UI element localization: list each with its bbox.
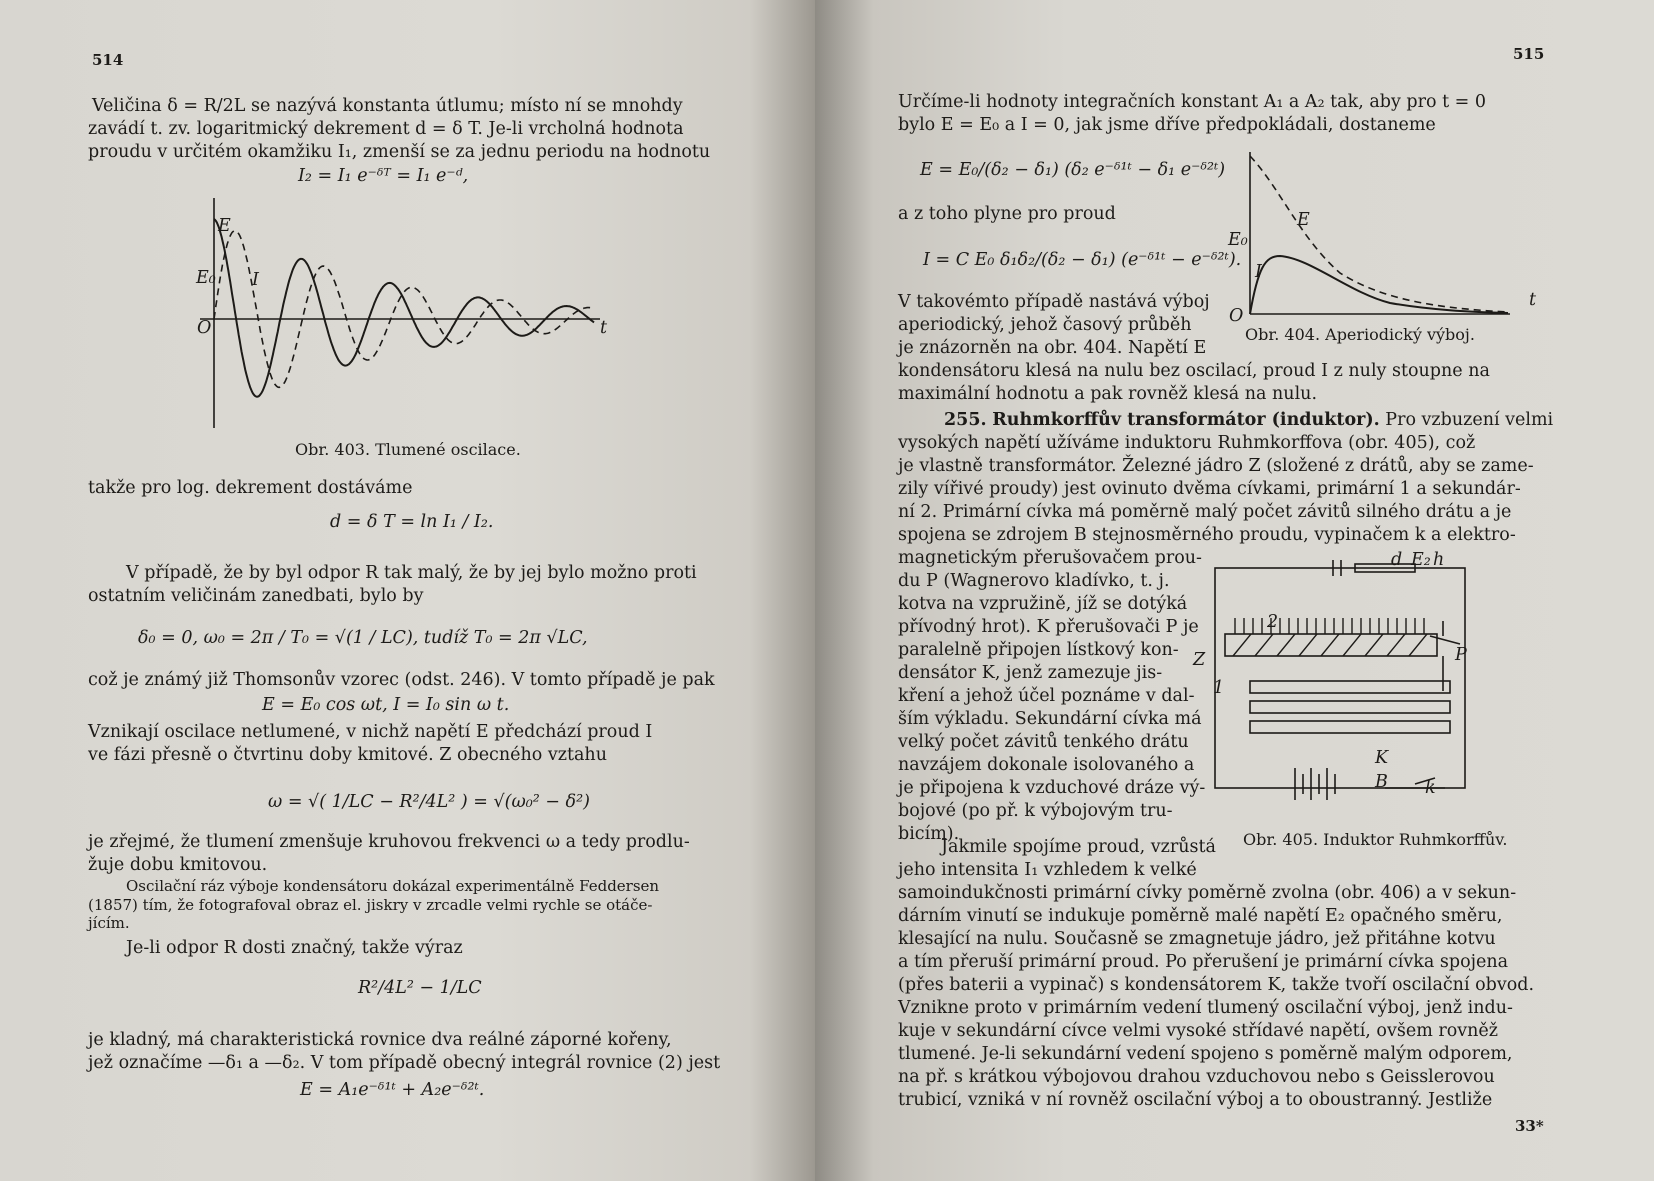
signature-mark: 33*	[1515, 1117, 1544, 1135]
label-origin: O	[197, 318, 212, 338]
equation: E = E₀/(δ₂ − δ₁) (δ₂ e⁻ᵟ¹ᵗ − δ₁ e⁻ᵟ²ᵗ)	[920, 160, 1226, 180]
text-line: klesající na nulu. Současně se zmagnetuje jádro, jež přitáhne kotvu	[898, 929, 1496, 949]
label-h: h	[1433, 550, 1445, 570]
page-number: 515	[1513, 45, 1545, 63]
equation: E = E₀ cos ωt, I = I₀ sin ω t.	[262, 695, 510, 715]
right-page	[815, 0, 1654, 1181]
text-line: proudu v určitém okamžiku I₁, zmenší se za jednu periodu na hodnotu	[88, 142, 711, 162]
text-line: a tím přeruší primární proud. Po přerušení je primární cívka spojena	[898, 952, 1509, 972]
label-E2: E₂	[1411, 550, 1431, 570]
text-line: densátor K, jenž zamezuje jis-	[898, 663, 1163, 683]
text-line: (přes baterii a vypinač) s kondensátorem K, takže tvoří oscilační obvod.	[898, 975, 1535, 995]
text-line: bylo E = E₀ a I = 0, jak jsme dříve předpokládali, dostaneme	[898, 115, 1436, 135]
label-1: 1	[1213, 678, 1225, 698]
label-Z: Z	[1193, 650, 1206, 670]
text-line: takže pro log. dekrement dostáváme	[88, 478, 413, 498]
label-I: I	[252, 270, 259, 290]
text-line: Veličina δ = R/2L se nazývá konstanta útlumu; místo ní se mnohdy	[92, 96, 683, 116]
coil-diagonal	[1409, 634, 1427, 656]
left-page	[0, 0, 815, 1181]
label-E: E	[1297, 210, 1310, 230]
text-line: trubicí, vzniká v ní rovněž oscilační výboj a to oboustranný. Jestliže	[898, 1090, 1493, 1110]
text-line: kotva na vzpružině, jíž se dotýká	[898, 594, 1188, 614]
text-line: ve fázi přesně o čtvrtinu doby kmitové. Z obecného vztahu	[88, 745, 607, 765]
equation: I = C E₀ δ₁δ₂/(δ₂ − δ₁) (e⁻ᵟ¹ᵗ − e⁻ᵟ²ᵗ).	[923, 250, 1242, 270]
coil-diagonal	[1343, 634, 1361, 656]
text-line: Jakmile spojíme proud, vzrůstá	[941, 837, 1216, 857]
section-title: Ruhmkorffův transformátor (induktor).	[992, 410, 1380, 430]
section-text: Pro vzbuzení velmi	[1379, 410, 1554, 430]
section-heading-line	[898, 410, 1553, 430]
page-number: 514	[92, 51, 124, 69]
text-line: bojové (po př. k výbojovým tru-	[898, 801, 1173, 821]
text-line: Vznikají oscilace netlumené, v nichž napětí E předchází proud I	[88, 722, 653, 742]
text-line: velký počet závitů tenkého drátu	[898, 732, 1189, 752]
text-line: aperiodický, jehož časový průběh	[898, 315, 1192, 335]
text-line: je vlastně transformátor. Železné jádro Z (složené z drátů, aby se zame-	[898, 456, 1534, 476]
text-line: je připojena k vzduchové dráze vý-	[898, 778, 1206, 798]
figure-caption: Obr. 403. Tlumené oscilace.	[295, 440, 521, 459]
label-P: P	[1455, 645, 1467, 665]
small-text-line: (1857) tím, že fotografoval obraz el. jiskry v zrcadle velmi rychle se otáče-	[88, 896, 653, 914]
figure-damped-oscillations	[180, 196, 620, 436]
coil-diagonal	[1387, 634, 1405, 656]
text-line: což je známý již Thomsonův vzorec (odst. 246). V tomto případě je pak	[88, 670, 715, 690]
text-line: ším výkladu. Sekundární cívka má	[898, 709, 1202, 729]
label-t: t	[600, 318, 608, 338]
text-line: paralelně připojen lístkový kon-	[898, 640, 1179, 660]
equation: I₂ = I₁ e⁻ᵟᵀ = I₁ e⁻ᵈ,	[298, 166, 469, 186]
text-line: navzájem dokonale isolovaného a	[898, 755, 1195, 775]
coil-diagonal	[1299, 634, 1317, 656]
text-line: zavádí t. zv. logaritmický dekrement d = δ T. Je-li vrcholná hodnota	[88, 119, 684, 139]
label-origin: O	[1229, 306, 1244, 326]
text-line: jeho intensita I₁ vzhledem k velké	[898, 860, 1197, 880]
equation: R²/4L² − 1/LC	[358, 978, 482, 998]
equation: ω = √( 1/LC − R²/4L² ) = √(ω₀² − δ²)	[268, 792, 590, 812]
label-E0: E₀	[1228, 230, 1248, 250]
text-line: kření a jehož účel poznáme v dal-	[898, 686, 1195, 706]
equation: d = δ T = ln I₁ / I₂.	[330, 512, 494, 532]
figure-aperiodic-discharge	[1240, 148, 1520, 318]
label-d: d	[1391, 550, 1403, 570]
text-line: V případě, že by byl odpor R tak malý, že by jej bylo možno proti	[126, 563, 697, 583]
text-line: Je-li odpor R dosti značný, takže výraz	[126, 938, 463, 958]
text-line: na př. s krátkou výbojovou drahou vzduchovou nebo s Geisslerovou	[898, 1067, 1495, 1087]
small-text-line: jícím.	[88, 914, 130, 932]
text-line: ní 2. Primární cívka má poměrně malý počet závitů silného drátu a je	[898, 502, 1512, 522]
text-line: maximální hodnotu a pak rovněž klesá na nulu.	[898, 384, 1318, 404]
text-line: a z toho plyne pro proud	[898, 204, 1116, 224]
label-t: t	[1529, 290, 1537, 310]
text-line: zily vířivé proudy) jest ovinuto dvěma cívkami, primární 1 a sekundár-	[898, 479, 1521, 499]
text-line: žuje dobu kmitovou.	[88, 855, 268, 875]
coil-diagonal	[1321, 634, 1339, 656]
text-line: přívodný hrot). K přerušovači P je	[898, 617, 1199, 637]
equation: E = A₁e⁻ᵟ¹ᵗ + A₂e⁻ᵟ²ᵗ.	[300, 1080, 485, 1100]
section-number: 255.	[944, 410, 987, 430]
figure-caption: Obr. 404. Aperiodický výboj.	[1245, 325, 1475, 344]
label-E0: E₀	[196, 268, 216, 288]
label-B: B	[1375, 772, 1388, 792]
label-k: k	[1425, 778, 1436, 798]
equation: δ₀ = 0, ω₀ = 2π / T₀ = √(1 / LC), tudíž T₀ = 2π √LC,	[138, 628, 588, 648]
text-line: bicím).	[898, 824, 960, 844]
text-line: je zřejmé, že tlumení zmenšuje kruhovou frekvenci ω a tedy prodlu-	[88, 832, 690, 852]
text-line: du P (Wagnerovo kladívko, t. j.	[898, 571, 1170, 591]
label-I: I	[1255, 262, 1262, 282]
text-line: vysokých napětí užíváme induktoru Ruhmkorffova (obr. 405), což	[898, 433, 1476, 453]
coil-diagonal	[1277, 634, 1295, 656]
label-E: E	[218, 216, 231, 236]
text-line: je znázorněn na obr. 404. Napětí E	[898, 338, 1207, 358]
coil-diagonal	[1233, 634, 1251, 656]
text-line: dárním vinutí se indukuje poměrně malé napětí E₂ opačného směru,	[898, 906, 1503, 926]
text-line: Vznikne proto v primárním vedení tlumený oscilační výboj, jenž indu-	[898, 998, 1513, 1018]
text-line: spojena se zdrojem B stejnosměrného proudu, vypinačem k a elektro-	[898, 525, 1516, 545]
text-line: Určíme-li hodnoty integračních konstant A₁ a A₂ tak, aby pro t = 0	[898, 92, 1487, 112]
text-line: jež označíme —δ₁ a —δ₂. V tom případě obecný integrál rovnice (2) jest	[88, 1053, 721, 1073]
text-line: V takovémto případě nastává výboj	[898, 292, 1210, 312]
text-line: magnetickým přerušovačem prou-	[898, 548, 1202, 568]
text-line: ostatním veličinám zanedbati, bylo by	[88, 586, 424, 606]
coil-diagonal	[1255, 634, 1273, 656]
small-text-line: Oscilační ráz výboje kondensátoru dokázal experimentálně Feddersen	[126, 877, 660, 895]
label-2: 2	[1267, 612, 1279, 632]
text-line: samoindukčnosti primární cívky poměrně zvolna (obr. 406) a v sekun-	[898, 883, 1517, 903]
figure-caption: Obr. 405. Induktor Ruhmkorffův.	[1243, 830, 1508, 849]
text-line: kuje v sekundární cívce velmi vysoké střídavé napětí, ovšem rovněž	[898, 1021, 1498, 1041]
label-K: K	[1375, 748, 1389, 768]
text-line: tlumené. Je-li sekundární vedení spojeno s poměrně malým odporem,	[898, 1044, 1513, 1064]
coil-diagonal	[1365, 634, 1383, 656]
text-line: je kladný, má charakteristická rovnice dva reálné záporné kořeny,	[88, 1030, 672, 1050]
text-line: kondensátoru klesá na nulu bez oscilací, proud I z nuly stoupne na	[898, 361, 1490, 381]
